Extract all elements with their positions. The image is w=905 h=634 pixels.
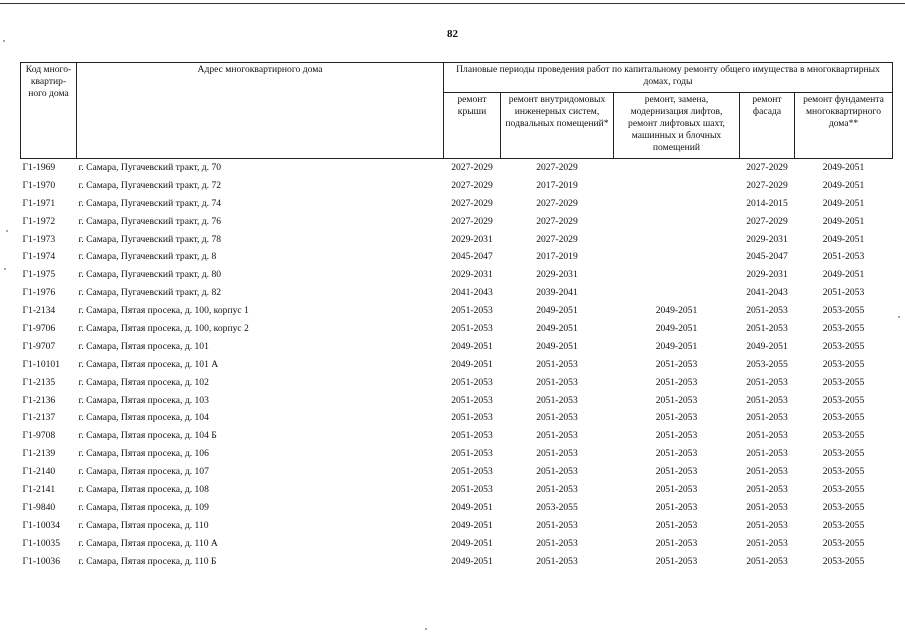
- cell-lifts: [614, 195, 740, 213]
- cell-systems: 2027-2029: [536, 161, 578, 173]
- cell-code: Г1-1972: [22, 215, 56, 227]
- cell-foundation: 2049-2051: [822, 233, 865, 245]
- header-periods: Плановые периоды проведения работ по капитальному ремонту общего имущества в многоквартирных домах, годы: [444, 63, 893, 93]
- cell-lifts: [614, 177, 740, 195]
- cell-code: Г1-9708: [22, 430, 56, 442]
- cell-code: Г1-2135: [22, 376, 56, 388]
- cell-foundation: 2053-2055: [822, 430, 865, 442]
- cell-foundation: 2053-2055: [822, 519, 865, 531]
- cell-address: г. Самара, Пятая просека, д. 110 Б: [78, 555, 217, 567]
- cell-systems: 2017-2019: [536, 179, 578, 191]
- cell-systems: 2039-2041: [536, 287, 578, 299]
- cell-roof: 2029-2031: [451, 233, 493, 245]
- header-code: Код много-квартир-ного дома: [21, 63, 77, 159]
- cell-address: г. Самара, Пугачевский тракт, д. 8: [78, 251, 217, 263]
- cell-roof: 2051-2053: [451, 322, 493, 334]
- cell-roof: 2049-2051: [451, 358, 493, 370]
- cell-lifts: 2051-2053: [655, 376, 698, 388]
- table-row: [21, 481, 893, 499]
- cell-lifts: 2051-2053: [655, 430, 698, 442]
- cell-systems: 2051-2053: [536, 466, 578, 478]
- cell-roof: 2051-2053: [451, 394, 493, 406]
- header-lifts: ремонт, замена, модернизация лифтов, ремонт лифтовых шахт, машинных и блочных помещений: [614, 93, 740, 159]
- cell-code: Г1-2140: [22, 466, 56, 478]
- cell-code: Г1-10036: [22, 555, 61, 567]
- cell-address: г. Самара, Пятая просека, д. 104: [78, 412, 209, 424]
- table-row: [21, 356, 893, 374]
- header-foundation: ремонт фундамента многоквартирного дома**: [795, 93, 893, 159]
- cell-address: г. Самара, Пятая просека, д. 106: [78, 448, 209, 460]
- cell-lifts: 2049-2051: [655, 340, 698, 352]
- cell-lifts: [614, 231, 740, 249]
- cell-address: г. Самара, Пятая просека, д. 104 Б: [78, 430, 217, 442]
- cell-code: Г1-1973: [22, 233, 56, 245]
- table-row: [21, 463, 893, 481]
- cell-foundation: 2049-2051: [822, 161, 865, 173]
- cell-code: Г1-2139: [22, 448, 56, 460]
- scan-speck: [3, 40, 5, 42]
- cell-roof: 2051-2053: [451, 483, 493, 495]
- cell-lifts: 2051-2053: [655, 466, 698, 478]
- table-row: [21, 374, 893, 392]
- scan-speck: [425, 628, 427, 630]
- cell-foundation: 2051-2053: [822, 251, 865, 263]
- cell-foundation: 2053-2055: [822, 501, 865, 513]
- cell-address: г. Самара, Пятая просека, д. 107: [78, 466, 209, 478]
- cell-foundation: 2053-2055: [822, 340, 865, 352]
- cell-address: г. Самара, Пятая просека, д. 100, корпус 2: [78, 322, 249, 334]
- cell-roof: 2027-2029: [451, 179, 493, 191]
- cell-facade: 2051-2053: [746, 519, 788, 531]
- cell-address: г. Самара, Пятая просека, д. 103: [78, 394, 209, 406]
- cell-lifts: [614, 284, 740, 302]
- cell-foundation: 2049-2051: [822, 197, 865, 209]
- cell-facade: 2051-2053: [746, 430, 788, 442]
- cell-systems: 2017-2019: [536, 251, 578, 263]
- cell-roof: 2045-2047: [451, 251, 493, 263]
- cell-code: Г1-1969: [22, 161, 56, 173]
- cell-facade: 2051-2053: [746, 412, 788, 424]
- cell-facade: 2051-2053: [746, 483, 788, 495]
- cell-facade: 2027-2029: [746, 215, 788, 227]
- cell-lifts: 2051-2053: [655, 394, 698, 406]
- cell-foundation: 2049-2051: [822, 179, 865, 191]
- cell-foundation: 2053-2055: [822, 483, 865, 495]
- table-row: [21, 195, 893, 213]
- table-row: [21, 535, 893, 553]
- cell-address: г. Самара, Пугачевский тракт, д. 72: [78, 179, 222, 191]
- cell-systems: 2027-2029: [536, 233, 578, 245]
- table-row: [21, 499, 893, 517]
- table-row: [21, 284, 893, 302]
- cell-foundation: 2051-2053: [822, 287, 865, 299]
- cell-facade: 2051-2053: [746, 555, 788, 567]
- cell-systems: 2049-2051: [536, 305, 578, 317]
- cell-address: г. Самара, Пятая просека, д. 100, корпус 1: [78, 305, 249, 317]
- cell-address: г. Самара, Пятая просека, д. 101 А: [78, 358, 219, 370]
- cell-foundation: 2053-2055: [822, 555, 865, 567]
- cell-address: г. Самара, Пугачевский тракт, д. 76: [78, 215, 222, 227]
- cell-address: г. Самара, Пятая просека, д. 101: [78, 340, 209, 352]
- cell-facade: 2051-2053: [746, 501, 788, 513]
- cell-lifts: 2051-2053: [655, 412, 698, 424]
- cell-address: г. Самара, Пугачевский тракт, д. 70: [78, 161, 222, 173]
- cell-code: Г1-2137: [22, 412, 56, 424]
- cell-foundation: 2053-2055: [822, 358, 865, 370]
- cell-facade: 2041-2043: [746, 287, 788, 299]
- cell-facade: 2029-2031: [746, 269, 788, 281]
- cell-roof: 2049-2051: [451, 340, 493, 352]
- cell-foundation: 2053-2055: [822, 412, 865, 424]
- cell-address: г. Самара, Пугачевский тракт, д. 80: [78, 269, 222, 281]
- cell-systems: 2051-2053: [536, 448, 578, 460]
- cell-lifts: 2051-2053: [655, 358, 698, 370]
- cell-foundation: 2053-2055: [822, 376, 865, 388]
- page-number: 82: [447, 28, 458, 40]
- cell-lifts: [614, 266, 740, 284]
- cell-foundation: 2053-2055: [822, 537, 865, 549]
- cell-code: Г1-1971: [22, 197, 56, 209]
- cell-roof: 2049-2051: [451, 519, 493, 531]
- cell-facade: 2053-2055: [746, 358, 788, 370]
- cell-facade: 2051-2053: [746, 394, 788, 406]
- cell-address: г. Самара, Пугачевский тракт, д. 82: [78, 287, 222, 299]
- cell-lifts: [614, 248, 740, 266]
- table-row: [21, 231, 893, 249]
- cell-facade: 2049-2051: [746, 340, 788, 352]
- cell-address: г. Самара, Пугачевский тракт, д. 78: [78, 233, 222, 245]
- cell-systems: 2051-2053: [536, 537, 578, 549]
- cell-code: Г1-9707: [22, 340, 56, 352]
- table-row: [21, 302, 893, 320]
- table-row: [21, 320, 893, 338]
- cell-systems: 2049-2051: [536, 340, 578, 352]
- cell-foundation: 2053-2055: [822, 448, 865, 460]
- cell-foundation: 2049-2051: [822, 269, 865, 281]
- cell-code: Г1-2141: [22, 483, 56, 495]
- table-row: [21, 517, 893, 535]
- table-row: [21, 445, 893, 463]
- cell-roof: 2051-2053: [451, 448, 493, 460]
- table-row: [21, 338, 893, 356]
- cell-address: г. Самара, Пятая просека, д. 102: [78, 376, 209, 388]
- header-roof: ремонт крыши: [444, 93, 501, 159]
- cell-lifts: 2051-2053: [655, 448, 698, 460]
- table-row: [21, 248, 893, 266]
- cell-code: Г1-10035: [22, 537, 61, 549]
- cell-code: Г1-9706: [22, 322, 56, 334]
- cell-facade: 2051-2053: [746, 376, 788, 388]
- table-row: [21, 159, 893, 177]
- scan-speck: [6, 230, 8, 232]
- cell-code: Г1-1970: [22, 179, 56, 191]
- table-row: [21, 177, 893, 195]
- cell-lifts: 2051-2053: [655, 537, 698, 549]
- table-row: [21, 409, 893, 427]
- cell-facade: 2014-2015: [746, 197, 788, 209]
- cell-roof: 2051-2053: [451, 412, 493, 424]
- cell-foundation: 2049-2051: [822, 215, 865, 227]
- cell-roof: 2051-2053: [451, 376, 493, 388]
- cell-foundation: 2053-2055: [822, 466, 865, 478]
- cell-foundation: 2053-2055: [822, 394, 865, 406]
- cell-address: г. Самара, Пятая просека, д. 108: [78, 483, 209, 495]
- cell-code: Г1-2136: [22, 394, 56, 406]
- cell-code: Г1-9840: [22, 501, 56, 513]
- cell-lifts: 2051-2053: [655, 555, 698, 567]
- cell-roof: 2051-2053: [451, 430, 493, 442]
- cell-systems: 2051-2053: [536, 358, 578, 370]
- cell-facade: 2027-2029: [746, 161, 788, 173]
- cell-lifts: 2049-2051: [655, 305, 698, 317]
- cell-lifts: 2051-2053: [655, 501, 698, 513]
- cell-facade: 2051-2053: [746, 448, 788, 460]
- table-row: [21, 427, 893, 445]
- cell-address: г. Самара, Пятая просека, д. 110 А: [78, 537, 218, 549]
- cell-address: г. Самара, Пятая просека, д. 109: [78, 501, 209, 513]
- cell-foundation: 2053-2055: [822, 322, 865, 334]
- scan-speck: [4, 268, 6, 270]
- cell-roof: 2049-2051: [451, 501, 493, 513]
- cell-systems: 2051-2053: [536, 555, 578, 567]
- cell-roof: 2027-2029: [451, 197, 493, 209]
- cell-address: г. Самара, Пятая просека, д. 110: [78, 519, 209, 531]
- table-header: [21, 63, 893, 159]
- cell-systems: 2051-2053: [536, 519, 578, 531]
- cell-systems: 2053-2055: [536, 501, 578, 513]
- cell-facade: 2051-2053: [746, 322, 788, 334]
- top-rule: [0, 3, 905, 4]
- cell-systems: 2051-2053: [536, 394, 578, 406]
- cell-facade: 2045-2047: [746, 251, 788, 263]
- table-row: [21, 213, 893, 231]
- cell-code: Г1-1975: [22, 269, 56, 281]
- cell-roof: 2029-2031: [451, 269, 493, 281]
- header-facade: ремонт фасада: [740, 93, 795, 159]
- cell-roof: 2041-2043: [451, 287, 493, 299]
- table-row: [21, 392, 893, 410]
- cell-code: Г1-1976: [22, 287, 56, 299]
- cell-foundation: 2053-2055: [822, 305, 865, 317]
- cell-address: г. Самара, Пугачевский тракт, д. 74: [78, 197, 222, 209]
- cell-systems: 2049-2051: [536, 322, 578, 334]
- cell-systems: 2051-2053: [536, 430, 578, 442]
- cell-facade: 2027-2029: [746, 179, 788, 191]
- cell-systems: 2051-2053: [536, 483, 578, 495]
- cell-roof: 2027-2029: [451, 215, 493, 227]
- cell-code: Г1-1974: [22, 251, 56, 263]
- cell-code: Г1-10034: [22, 519, 61, 531]
- repair-schedule-table: [20, 62, 893, 570]
- cell-lifts: [614, 159, 740, 177]
- cell-roof: 2051-2053: [451, 466, 493, 478]
- cell-roof: 2049-2051: [451, 537, 493, 549]
- cell-systems: 2029-2031: [536, 269, 578, 281]
- cell-systems: 2027-2029: [536, 215, 578, 227]
- header-systems: ремонт внутридомовых инженерных систем, подвальных помещений*: [501, 93, 614, 159]
- cell-code: Г1-2134: [22, 305, 56, 317]
- header-address: Адрес многоквартирного дома: [77, 63, 444, 159]
- cell-lifts: [614, 213, 740, 231]
- cell-roof: 2027-2029: [451, 161, 493, 173]
- cell-facade: 2051-2053: [746, 466, 788, 478]
- table-body: [21, 159, 893, 571]
- cell-systems: 2051-2053: [536, 412, 578, 424]
- cell-lifts: 2049-2051: [655, 322, 698, 334]
- cell-roof: 2051-2053: [451, 305, 493, 317]
- cell-systems: 2027-2029: [536, 197, 578, 209]
- cell-facade: 2029-2031: [746, 233, 788, 245]
- cell-lifts: 2051-2053: [655, 519, 698, 531]
- cell-facade: 2051-2053: [746, 537, 788, 549]
- table-row: [21, 553, 893, 571]
- table-row: [21, 266, 893, 284]
- scan-speck: [898, 316, 900, 318]
- cell-facade: 2051-2053: [746, 305, 788, 317]
- cell-lifts: 2051-2053: [655, 483, 698, 495]
- cell-code: Г1-10101: [22, 358, 61, 370]
- cell-systems: 2051-2053: [536, 376, 578, 388]
- cell-roof: 2049-2051: [451, 555, 493, 567]
